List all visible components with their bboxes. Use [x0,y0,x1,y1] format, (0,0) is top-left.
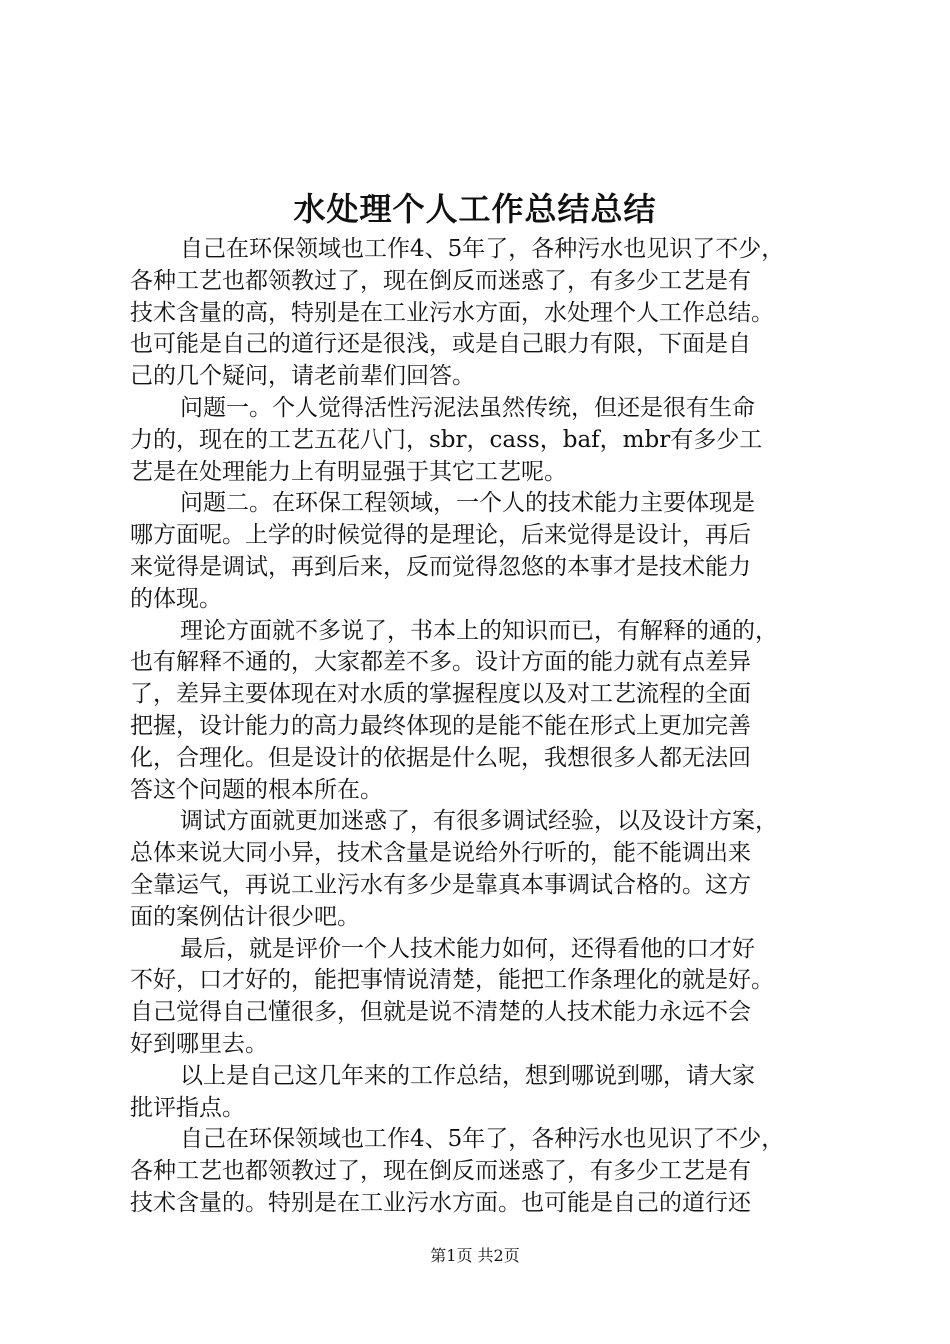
text-line: 不好，口才好的，能把事情说清楚，能把工作条理化的就是好。 [130,967,774,994]
document-body [130,234,830,1220]
text-line: 自己在环保领域也工作4、5年了，各种污水也见识了不少， [180,236,785,262]
text-line: 把握，设计能力的高力最终体现的是能不能在形式上更加完善 [130,712,751,739]
text-line: 己的几个疑问，请老前辈们回答。 [130,363,475,390]
text-line: 也可能是自己的道行还是很浅，或是自己眼力有限，下面是自 [130,331,751,358]
text-line: 面的案例估计很少吧。 [130,903,360,930]
text-line: 技术含量的。特别是在工业污水方面。也可能是自己的道行还 [130,1189,751,1216]
text-line: 总体来说大同小异，技术含量是说给外行听的，能不能调出来 [130,840,751,867]
text-line: 来觉得是调试，再到后来，反而觉得忽悠的本事才是技术能力 [130,553,751,580]
text-line: 也有解释不通的，大家都差不多。设计方面的能力就有点差异 [130,649,751,676]
text-line: 批评指点。 [130,1094,245,1121]
text-line: 力的，现在的工艺五花八门，sbr，cass，baf，mbr有多少工 [130,426,763,453]
text-line: 答这个问题的根本所在。 [130,776,383,803]
text-line: 问题二。在环保工程领域，一个人的技术能力主要体现是 [180,490,755,517]
text-line: 全靠运气，再说工业污水有多少是靠真本事调试合格的。这方 [130,871,751,898]
text-line: 化，合理化。但是设计的依据是什么呢，我想很多人都无法回 [130,744,751,771]
text-line: 理论方面就不多说了，书本上的知识而已，有解释的通的， [180,617,778,644]
text-line: 技术含量的高，特别是在工业污水方面，水处理个人工作总结。 [130,299,774,326]
text-line: 了，差异主要体现在对水质的掌握程度以及对工艺流程的全面 [130,681,751,708]
text-line: 哪方面呢。上学的时候觉得的是理论，后来觉得是设计，再后 [130,522,751,549]
document-title: 水处理个人工作总结总结 [293,190,657,228]
text-line: 自己觉得自己懂很多，但就是说不清楚的人技术能力永远不会 [130,999,751,1026]
page-footer: 第1页 共2页 [430,1246,520,1265]
text-line: 调试方面就更加迷惑了，有很多调试经验，以及设计方案， [180,808,778,835]
text-line: 各种工艺也都领教过了，现在倒反而迷惑了，有多少工艺是有 [130,1158,751,1185]
text-line: 以上是自己这几年来的工作总结，想到哪说到哪，请大家 [180,1062,755,1089]
text-line: 好到哪里去。 [130,1030,268,1057]
text-line: 的体现。 [130,585,222,612]
text-line: 最后，就是评价一个人技术能力如何，还得看他的口才好 [180,935,755,962]
text-line: 自己在环保领域也工作4、5年了，各种污水也见识了不少， [180,1126,785,1153]
text-line: 问题一。个人觉得活性污泥法虽然传统，但还是很有生命 [180,394,755,421]
text-line: 各种工艺也都领教过了，现在倒反而迷惑了，有多少工艺是有 [130,267,751,294]
text-line: 艺是在处理能力上有明显强于其它工艺呢。 [130,458,567,485]
